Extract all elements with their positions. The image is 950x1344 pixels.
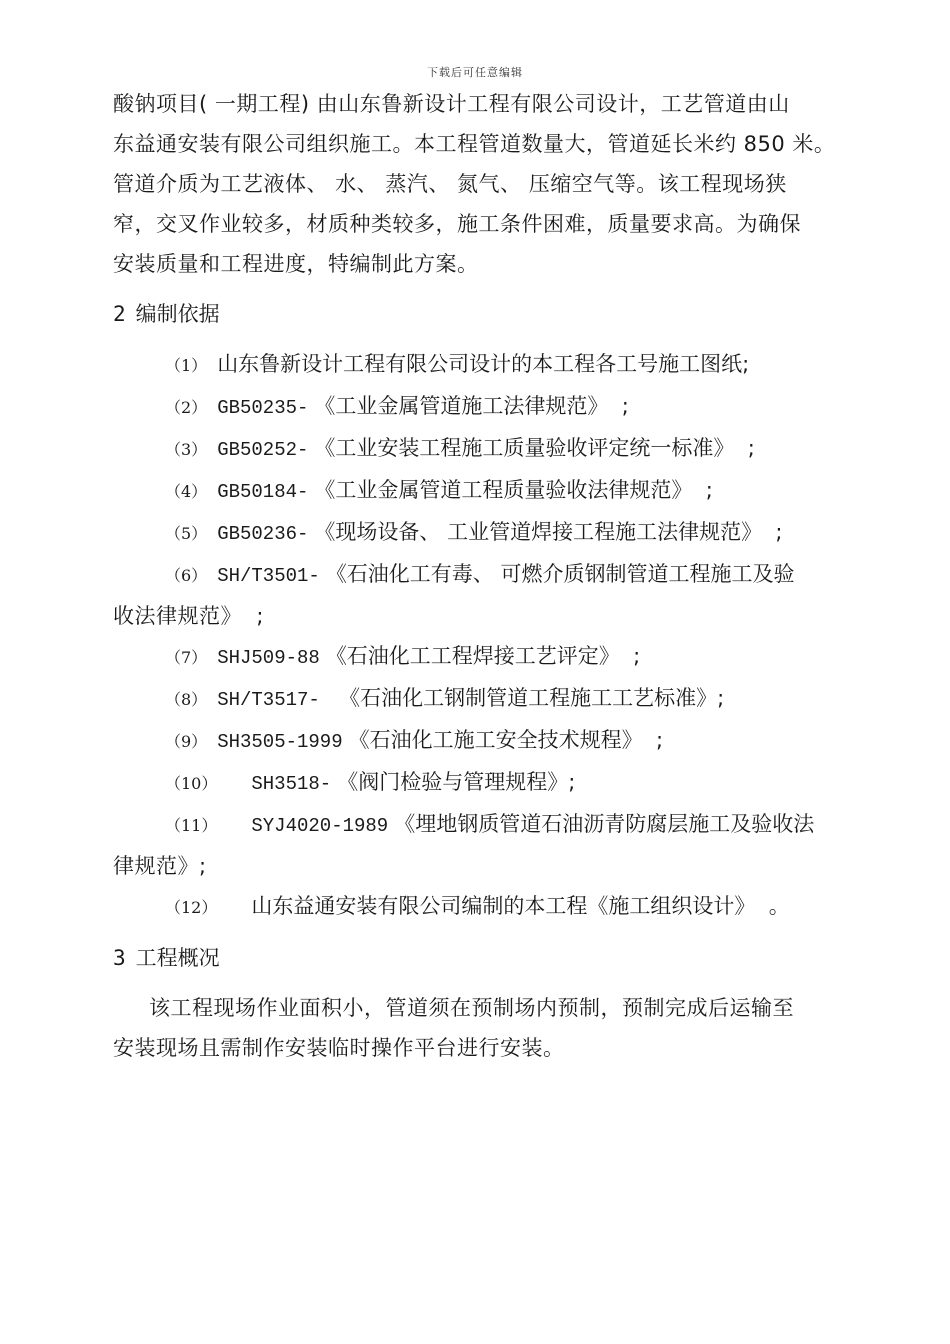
item-index: （6） bbox=[165, 566, 208, 585]
reference-list bbox=[113, 344, 883, 928]
document-body bbox=[113, 84, 883, 1068]
intro-line: 酸钠项目( 一期工程) 由山东鲁新设计工程有限公司设计，工艺管道由山 bbox=[113, 92, 790, 116]
list-item-continuation: 收法律规范》 ; bbox=[113, 604, 264, 628]
list-item bbox=[113, 554, 883, 596]
item-code: GB50184- bbox=[217, 481, 309, 503]
section-number: 3 bbox=[113, 946, 126, 970]
section-title: 编制依据 bbox=[135, 302, 220, 326]
list-item bbox=[113, 678, 883, 720]
item-index: （3） bbox=[165, 440, 208, 459]
overview-line: 安装现场且需制作安装临时操作平台进行安装。 bbox=[113, 1036, 565, 1060]
item-text: 《工业金属管道工程质量验收法律规范》 ; bbox=[314, 478, 713, 502]
item-text: 山东益通安装有限公司编制的本工程《施工组织设计》 。 bbox=[251, 894, 790, 918]
item-code: SHJ509-88 bbox=[217, 647, 320, 669]
item-text: 《现场设备、 工业管道焊接工程施工法律规范》 ; bbox=[314, 520, 783, 544]
item-code: GB50235- bbox=[217, 397, 309, 419]
list-item bbox=[113, 804, 883, 846]
item-index: （4） bbox=[165, 482, 208, 501]
item-text: 《石油化工钢制管道工程施工工艺标准》; bbox=[325, 686, 725, 710]
item-index: （8） bbox=[165, 690, 208, 709]
list-item bbox=[113, 428, 883, 470]
item-code: GB50252- bbox=[217, 439, 309, 461]
overview-paragraph bbox=[113, 988, 883, 1068]
item-index: （7） bbox=[165, 648, 208, 667]
item-text: 《石油化工有毒、 可燃介质钢制管道工程施工及验 bbox=[325, 562, 795, 586]
list-item bbox=[113, 344, 883, 386]
item-index: （5） bbox=[165, 524, 208, 543]
list-item bbox=[113, 636, 883, 678]
item-text: 《石油化工工程焊接工艺评定》 ; bbox=[325, 644, 641, 668]
item-code: SH3518- bbox=[251, 773, 332, 795]
overview-line: 该工程现场作业面积小，管道须在预制场内预制，预制完成后运输至 bbox=[149, 996, 794, 1020]
item-text: 《阀门检验与管理规程》; bbox=[337, 770, 576, 794]
list-item bbox=[113, 762, 883, 804]
item-text: 山东鲁新设计工程有限公司设计的本工程各工号施工图纸; bbox=[217, 352, 750, 376]
item-index: （12） bbox=[165, 898, 218, 917]
item-code: SH3505-1999 bbox=[217, 731, 343, 753]
item-text: 《石油化工施工安全技术规程》 ; bbox=[348, 728, 664, 752]
item-code: SH/T3501- bbox=[217, 565, 320, 587]
section-heading-2 bbox=[113, 294, 883, 334]
item-index: （10） bbox=[165, 774, 218, 793]
item-code: GB50236- bbox=[217, 523, 309, 545]
section-title: 工程概况 bbox=[135, 946, 220, 970]
list-item bbox=[113, 470, 883, 512]
item-index: （11） bbox=[165, 816, 218, 835]
section-number: 2 bbox=[113, 302, 126, 326]
item-text: 《工业金属管道施工法律规范》 ; bbox=[314, 394, 629, 418]
item-index: （1） bbox=[165, 356, 208, 375]
intro-paragraph bbox=[113, 84, 883, 284]
list-item bbox=[113, 512, 883, 554]
header-note: 下载后可任意编辑 bbox=[427, 66, 523, 79]
item-code: SH/T3517- bbox=[217, 689, 320, 711]
section-heading-3 bbox=[113, 938, 883, 978]
intro-line: 管道介质为工艺液体、 水、 蒸汽、 氮气、 压缩空气等。该工程现场狭 bbox=[113, 172, 787, 196]
item-index: （2） bbox=[165, 398, 208, 417]
intro-line: 窄，交叉作业较多，材质种类较多，施工条件困难，质量要求高。为确保 bbox=[113, 212, 801, 236]
list-item bbox=[113, 720, 883, 762]
intro-line: 东益通安装有限公司组织施工。本工程管道数量大，管道延长米约 850 米。 bbox=[113, 132, 836, 156]
item-index: （9） bbox=[165, 732, 208, 751]
list-item-continuation: 律规范》; bbox=[113, 854, 207, 878]
intro-line: 安装质量和工程进度，特编制此方案。 bbox=[113, 252, 479, 276]
item-text: 《埋地钢质管道石油沥青防腐层施工及验收法 bbox=[394, 812, 815, 836]
list-item bbox=[113, 386, 883, 428]
item-text: 《工业安装工程施工质量验收评定统一标准》 ; bbox=[314, 436, 755, 460]
list-item bbox=[113, 886, 883, 928]
item-code: SYJ4020-1989 bbox=[251, 815, 389, 837]
